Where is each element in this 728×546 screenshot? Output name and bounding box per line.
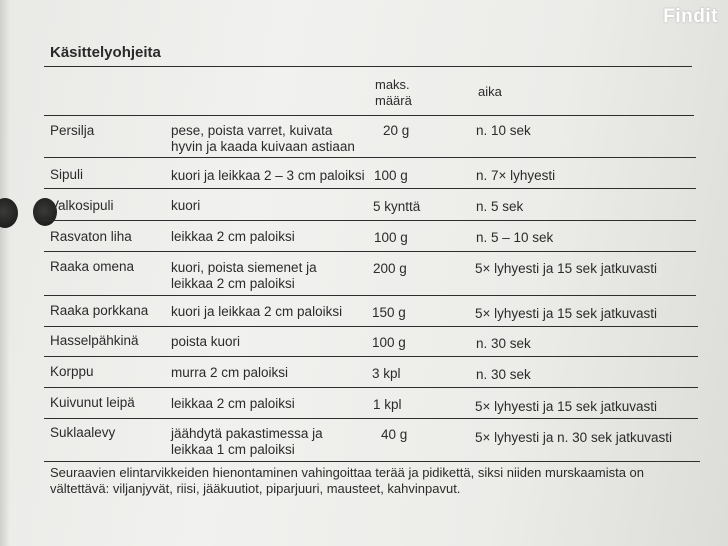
table-row-time: 5× lyhyesti ja 15 sek jatkuvasti (475, 399, 657, 414)
row-divider (44, 418, 698, 419)
table-row-amount: 100 g (372, 335, 406, 350)
table-row-amount: 40 g (381, 427, 408, 442)
table-row-instruction: kuori, poista siemenet ja (171, 260, 317, 275)
row-divider (44, 220, 696, 221)
table-row-item: Korppu (50, 364, 94, 379)
paper-edge-shadow (0, 0, 10, 546)
table-row-instruction: leikkaa 2 cm paloiksi (171, 396, 295, 411)
table-row-instruction: jäähdytä pakastimessa ja (171, 426, 323, 441)
table-row-time: 5× lyhyesti ja 15 sek jatkuvasti (475, 261, 657, 276)
row-divider (44, 326, 698, 327)
footnote: Seuraavien elintarvikkeiden hienontaminen vahingoittaa terää ja pidikettä, siksi niiden murskaamista on vältettävä: viljanjyvät, riisi, jääkuutiot, piparjuuri, mausteet, kahvinpavut. (50, 465, 645, 496)
title-rule (44, 66, 692, 67)
table-row-item: Raaka porkkana (50, 303, 149, 318)
table-row-item: Suklaalevy (50, 425, 116, 440)
table-row-amount: 20 g (383, 123, 410, 138)
table-row-item: Persilja (50, 123, 95, 138)
table-row-item: Valkosipuli (50, 198, 114, 213)
table-row-amount: 3 kpl (372, 366, 401, 381)
amount-header-line2: määrä (375, 93, 412, 108)
row-divider (44, 157, 696, 158)
table-row-instruction: kuori ja leikkaa 2 cm paloiksi (171, 304, 343, 319)
table-row-instruction: leikkaa 2 cm paloiksi (171, 229, 295, 244)
table-row-instruction: poista kuori (171, 334, 241, 349)
table-row-amount: 200 g (373, 261, 407, 276)
header-rule (44, 115, 694, 116)
table-row-item: Rasvaton liha (50, 229, 132, 244)
table-row-instruction-cont: hyvin ja kaada kuivaan astiaan (171, 139, 355, 154)
punch-hole-upper (0, 198, 18, 228)
time-header: aika (478, 84, 502, 99)
table-row-instruction: murra 2 cm paloiksi (171, 365, 289, 380)
amount-header-line1: maks. (375, 77, 410, 92)
row-divider (44, 251, 696, 252)
table-row-instruction: kuori (171, 198, 201, 213)
table-row-amount: 100 g (374, 230, 408, 245)
table-row-time: 5× lyhyesti ja n. 30 sek jatkuvasti (475, 430, 672, 445)
table-row-instruction-cont: leikkaa 2 cm paloiksi (171, 276, 295, 291)
row-divider (44, 295, 696, 296)
table-row-amount: 150 g (372, 305, 406, 320)
table-row-instruction: pese, poista varret, kuivata (171, 123, 333, 138)
table-row-item: Raaka omena (50, 259, 135, 274)
table-row-amount: 1 kpl (373, 397, 402, 412)
table-row-item: Sipuli (50, 167, 84, 182)
table-row-instruction-cont: leikkaa 1 cm paloiksi (171, 442, 295, 457)
table-row-amount: 5 kynttä (373, 199, 421, 214)
table-row-amount: 100 g (374, 168, 408, 183)
table-row-time: n. 30 sek (476, 367, 531, 382)
table-bottom-rule (44, 461, 700, 462)
page-title: Käsittelyohjeita (50, 44, 161, 61)
watermark-logo: Findit (663, 6, 718, 27)
table-row-item: Hasselpähkinä (50, 333, 139, 348)
row-divider (44, 356, 698, 357)
table-row-item: Kuivunut leipä (50, 395, 135, 410)
table-row-time: n. 5 sek (476, 199, 524, 214)
table-row-time: n. 10 sek (476, 123, 531, 138)
table-row-time: 5× lyhyesti ja 15 sek jatkuvasti (475, 306, 657, 321)
row-divider (44, 188, 696, 189)
table-row-time: n. 30 sek (476, 336, 531, 351)
table-row-time: n. 5 – 10 sek (476, 230, 554, 245)
row-divider (44, 387, 698, 388)
table-row-instruction: kuori ja leikkaa 2 – 3 cm paloiksi (171, 168, 365, 183)
table-row-time: n. 7× lyhyesti (476, 168, 556, 183)
